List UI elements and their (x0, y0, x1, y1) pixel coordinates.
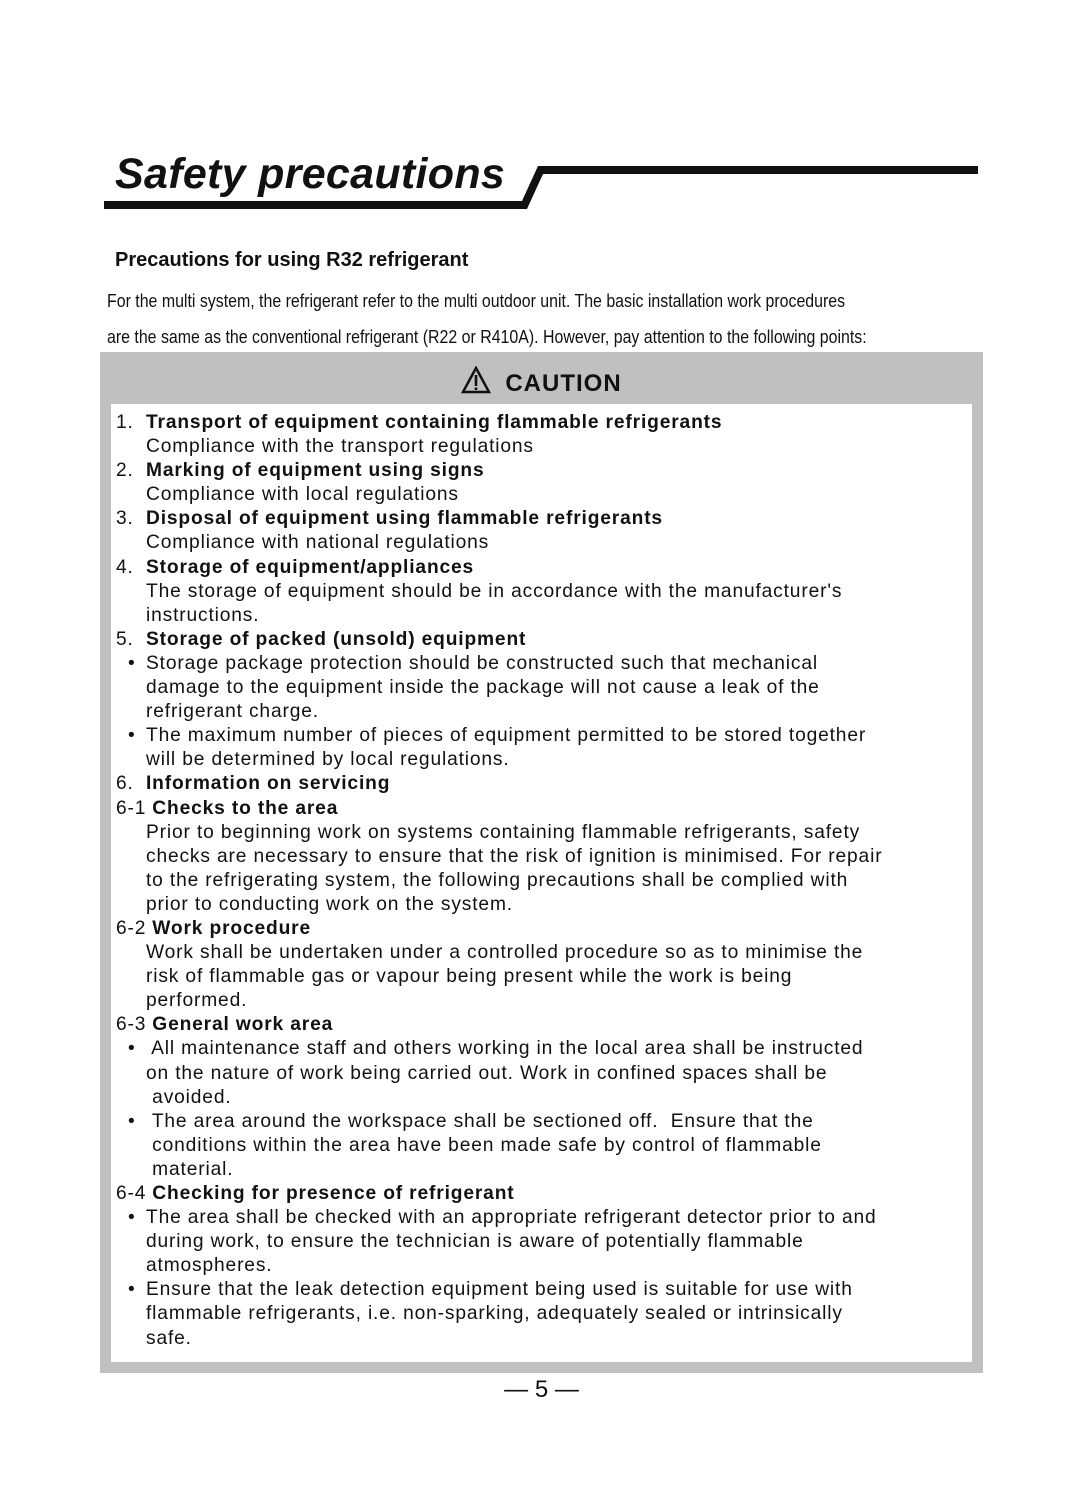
caution-line (111, 507, 972, 531)
caution-line (111, 989, 972, 1013)
item-title: Storage of packed (unsold) equipment (146, 628, 527, 650)
line-text: avoided. (146, 1086, 232, 1108)
bullet-icon: • (128, 1110, 136, 1132)
item-title: Information on servicing (146, 773, 391, 795)
line-text: refrigerant charge. (146, 701, 319, 723)
caution-line (111, 652, 972, 676)
line-text: The maximum number of pieces of equipment permitted to be stored together (146, 725, 867, 747)
line-text: The storage of equipment should be in accordance with the manufacturer's (146, 580, 843, 602)
caution-line (111, 941, 972, 965)
item-title: Transport of equipment containing flammable refrigerants (146, 412, 723, 433)
caution-line (111, 1302, 972, 1326)
caution-line (111, 531, 972, 555)
line-text: checks are necessary to ensure that the risk of ignition is minimised. For repair (146, 845, 883, 867)
line-text: damage to the equipment inside the package will not cause a leak of the (146, 677, 820, 699)
bullet-icon: • (128, 1279, 136, 1301)
item-number: 5. (116, 628, 134, 650)
caution-line (111, 1086, 972, 1110)
line-text: during work, to ensure the technician is aware of potentially flammable (146, 1231, 804, 1253)
line-text: The area shall be checked with an appropriate refrigerant detector prior to and (146, 1207, 877, 1229)
caution-label: CAUTION (505, 370, 622, 397)
caution-line (111, 1254, 972, 1278)
caution-line (111, 628, 972, 652)
subsection-heading (116, 1182, 515, 1206)
line-text: instructions. (146, 604, 260, 626)
subsection-number: 6-3 (116, 1014, 147, 1036)
caution-line (111, 893, 972, 917)
caution-line (111, 1158, 972, 1182)
subsection-heading (116, 917, 311, 941)
item-number: 3. (116, 508, 134, 530)
line-text: atmospheres. (146, 1255, 273, 1277)
line-text: Work shall be undertaken under a controlled procedure so as to minimise the (146, 942, 864, 964)
caution-box (100, 352, 983, 1373)
line-text: Storage package protection should be constructed such that mechanical (146, 652, 818, 674)
item-title: Marking of equipment using signs (146, 460, 485, 482)
caution-line (111, 917, 972, 941)
caution-line (111, 748, 972, 772)
caution-line (111, 724, 972, 748)
section-heading: Precautions for using R32 refrigerant (115, 249, 469, 271)
caution-line (111, 676, 972, 700)
bullet-icon: • (128, 1207, 136, 1229)
item-title: Storage of equipment/appliances (146, 556, 475, 578)
caution-line (111, 797, 972, 821)
line-text: material. (146, 1158, 234, 1180)
caution-line (111, 1013, 972, 1037)
item-number: 4. (116, 556, 134, 578)
subsection-title: Checks to the area (152, 797, 339, 819)
bullet-icon: • (128, 725, 136, 747)
subsection-number: 6-1 (116, 797, 147, 819)
item-title: Disposal of equipment using flammable refrigerants (146, 508, 663, 530)
caution-line (111, 869, 972, 893)
line-text: Compliance with national regulations (146, 532, 490, 554)
caution-line (111, 1062, 972, 1086)
subsection-title: Checking for presence of refrigerant (152, 1183, 515, 1204)
caution-header (100, 366, 983, 398)
caution-content (111, 404, 972, 1362)
intro-line: For the multi system, the refrigerant refer to the multi outdoor unit. The basic installation work procedures (107, 290, 846, 311)
caution-line (111, 1110, 972, 1134)
caution-line (111, 483, 972, 507)
line-text: The area around the workspace shall be sectioned off. Ensure that the (146, 1110, 814, 1132)
caution-line (111, 1134, 972, 1158)
line-text: Compliance with the transport regulations (146, 436, 534, 458)
subsection-number: 6-2 (116, 917, 147, 939)
intro-line: are the same as the conventional refrigerant (R22 or R410A). However, pay attention to the following points: (107, 326, 867, 347)
caution-line (111, 700, 972, 724)
item-number: 1. (116, 412, 134, 433)
page-title: Safety precautions (115, 150, 506, 198)
subsection-heading (116, 797, 338, 821)
caution-line (111, 1278, 972, 1302)
subsection-heading (116, 1013, 333, 1037)
page-number: — 5 — (504, 1376, 579, 1403)
subsection-title: General work area (152, 1014, 334, 1036)
caution-line (111, 1327, 972, 1351)
line-text: will be determined by local regulations. (146, 749, 510, 771)
caution-line (111, 821, 972, 845)
caution-line (111, 435, 972, 459)
caution-line (111, 411, 972, 435)
caution-line (111, 580, 972, 604)
caution-line (111, 845, 972, 869)
line-text: on the nature of work being carried out. Work in confined spaces shall be (146, 1062, 828, 1084)
caution-lines (111, 411, 972, 1351)
bullet-icon: • (128, 1038, 136, 1060)
line-text: to the refrigerating system, the following precautions shall be complied with (146, 869, 849, 891)
line-text: Compliance with local regulations (146, 484, 459, 506)
caution-line (111, 604, 972, 628)
item-number: 2. (116, 460, 134, 482)
caution-line (111, 1037, 972, 1061)
line-text: prior to conducting work on the system. (146, 893, 513, 915)
caution-line (111, 1230, 972, 1254)
caution-line (111, 965, 972, 989)
line-text: All maintenance staff and others working in the local area shall be instructed (146, 1038, 864, 1060)
line-text: safe. (146, 1327, 192, 1349)
line-text: conditions within the area have been made safe by control of flammable (146, 1134, 822, 1156)
line-text: Prior to beginning work on systems containing flammable refrigerants, safety (146, 821, 861, 843)
caution-line (111, 459, 972, 483)
warning-triangle-icon (461, 366, 491, 394)
caution-line (111, 1182, 972, 1206)
line-text: risk of flammable gas or vapour being present while the work is being (146, 966, 793, 988)
line-text: Ensure that the leak detection equipment being used is suitable for use with (146, 1279, 853, 1301)
line-text: flammable refrigerants, i.e. non-sparking, adequately sealed or intrinsically (146, 1303, 843, 1325)
caution-line (111, 772, 972, 796)
caution-line (111, 556, 972, 580)
subsection-title: Work procedure (152, 917, 311, 939)
caution-line (111, 1206, 972, 1230)
bullet-icon: • (128, 652, 136, 674)
line-text: performed. (146, 990, 248, 1012)
subsection-number: 6-4 (116, 1183, 147, 1204)
item-number: 6. (116, 773, 134, 795)
